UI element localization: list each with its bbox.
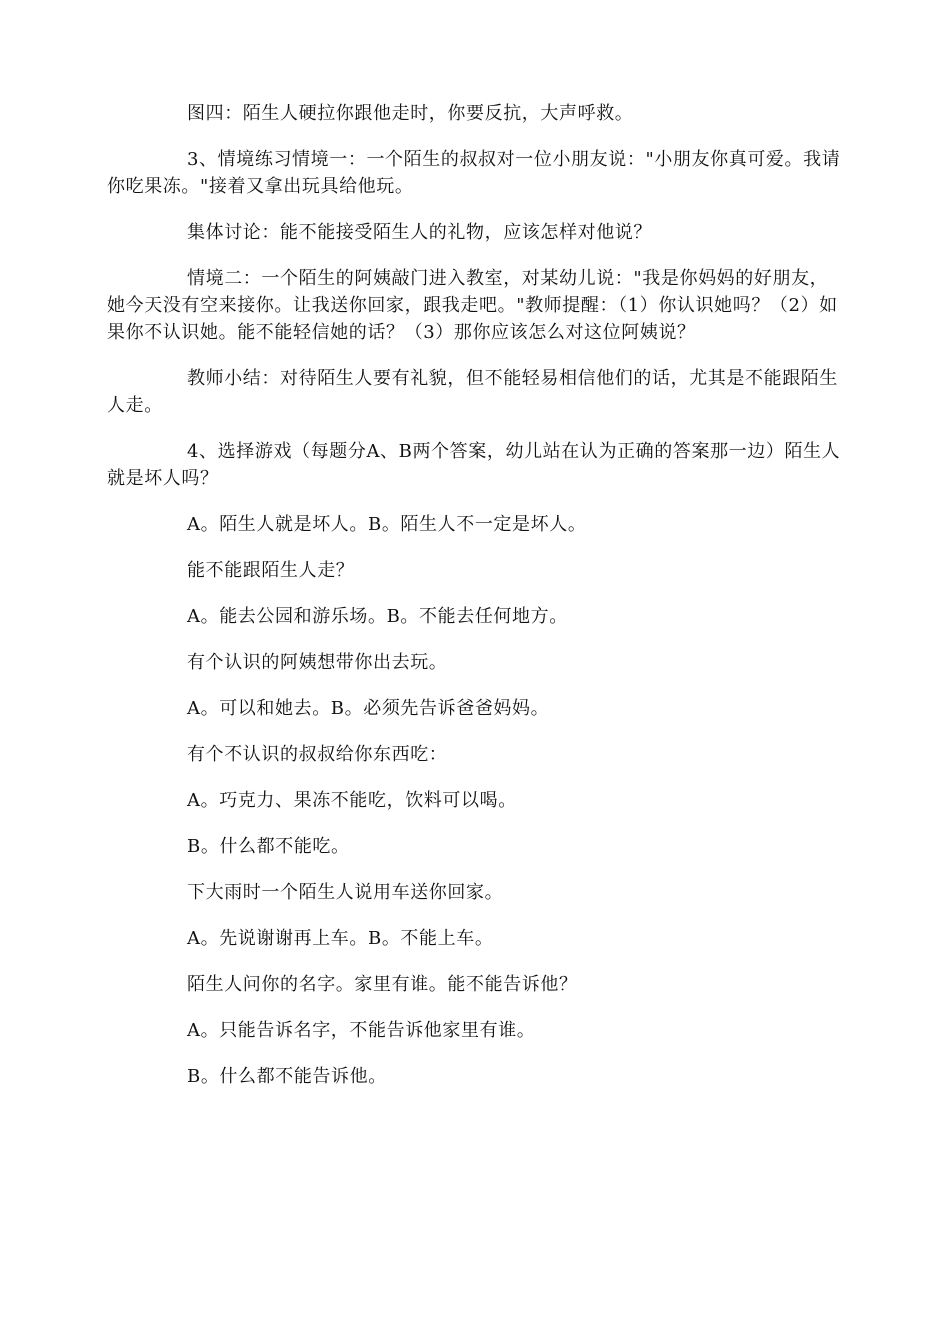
- document-body: [107, 100, 843, 1109]
- paragraph-teacher-summary: 教师小结：对待陌生人要有礼貌，但不能轻易相信他们的话，尤其是不能跟陌生人走。: [107, 368, 838, 416]
- answer-item: A。巧克力、果冻不能吃，饮料可以喝。: [187, 790, 517, 811]
- paragraph-scenario-two: 情境二：一个陌生的阿姨敲门进入教室，对某幼儿说："我是你妈妈的好朋友，她今天没有空来接你。让我送你回家，跟我走吧。"教师提醒：（1）你认识她吗？（2）如果你不认识她。能不能轻信她的话？（3）那你应该怎么对这位阿姨说？: [107, 268, 838, 343]
- answer-item: A。先说谢谢再上车。B。不能上车。: [187, 928, 494, 949]
- paragraph-group-discussion: 集体讨论：能不能接受陌生人的礼物，应该怎样对他说？: [187, 222, 652, 243]
- question-item: 下大雨时一个陌生人说用车送你回家。: [187, 882, 504, 903]
- question-item: 陌生人问你的名字。家里有谁。能不能告诉他？: [187, 974, 578, 995]
- answer-item: A。陌生人就是坏人。B。陌生人不一定是坏人。: [187, 514, 587, 535]
- question-item: 有个认识的阿姨想带你出去玩。: [187, 652, 448, 673]
- question-item: 能不能跟陌生人走？: [187, 560, 355, 581]
- paragraph-choice-game: 4、选择游戏（每题分A、B两个答案，幼儿站在认为正确的答案那一边）陌生人就是坏人吗？: [107, 441, 841, 489]
- paragraph-scenario-one: 3、情境练习情境一：一个陌生的叔叔对一位小朋友说："小朋友你真可爱。我请你吃果冻。"接着又拿出玩具给他玩。: [107, 149, 841, 197]
- answer-item: B。什么都不能告诉他。: [187, 1066, 387, 1087]
- paragraph-figure-four: 图四：陌生人硬拉你跟他走时，你要反抗，大声呼救。: [187, 103, 634, 124]
- answer-item: A。只能告诉名字，不能告诉他家里有谁。: [187, 1020, 536, 1041]
- answer-item: A。可以和她去。B。必须先告诉爸爸妈妈。: [187, 698, 550, 719]
- answer-item: A。能去公园和游乐场。B。不能去任何地方。: [187, 606, 568, 627]
- answer-item: B。什么都不能吃。: [187, 836, 350, 857]
- question-item: 有个不认识的叔叔给你东西吃：: [187, 744, 448, 765]
